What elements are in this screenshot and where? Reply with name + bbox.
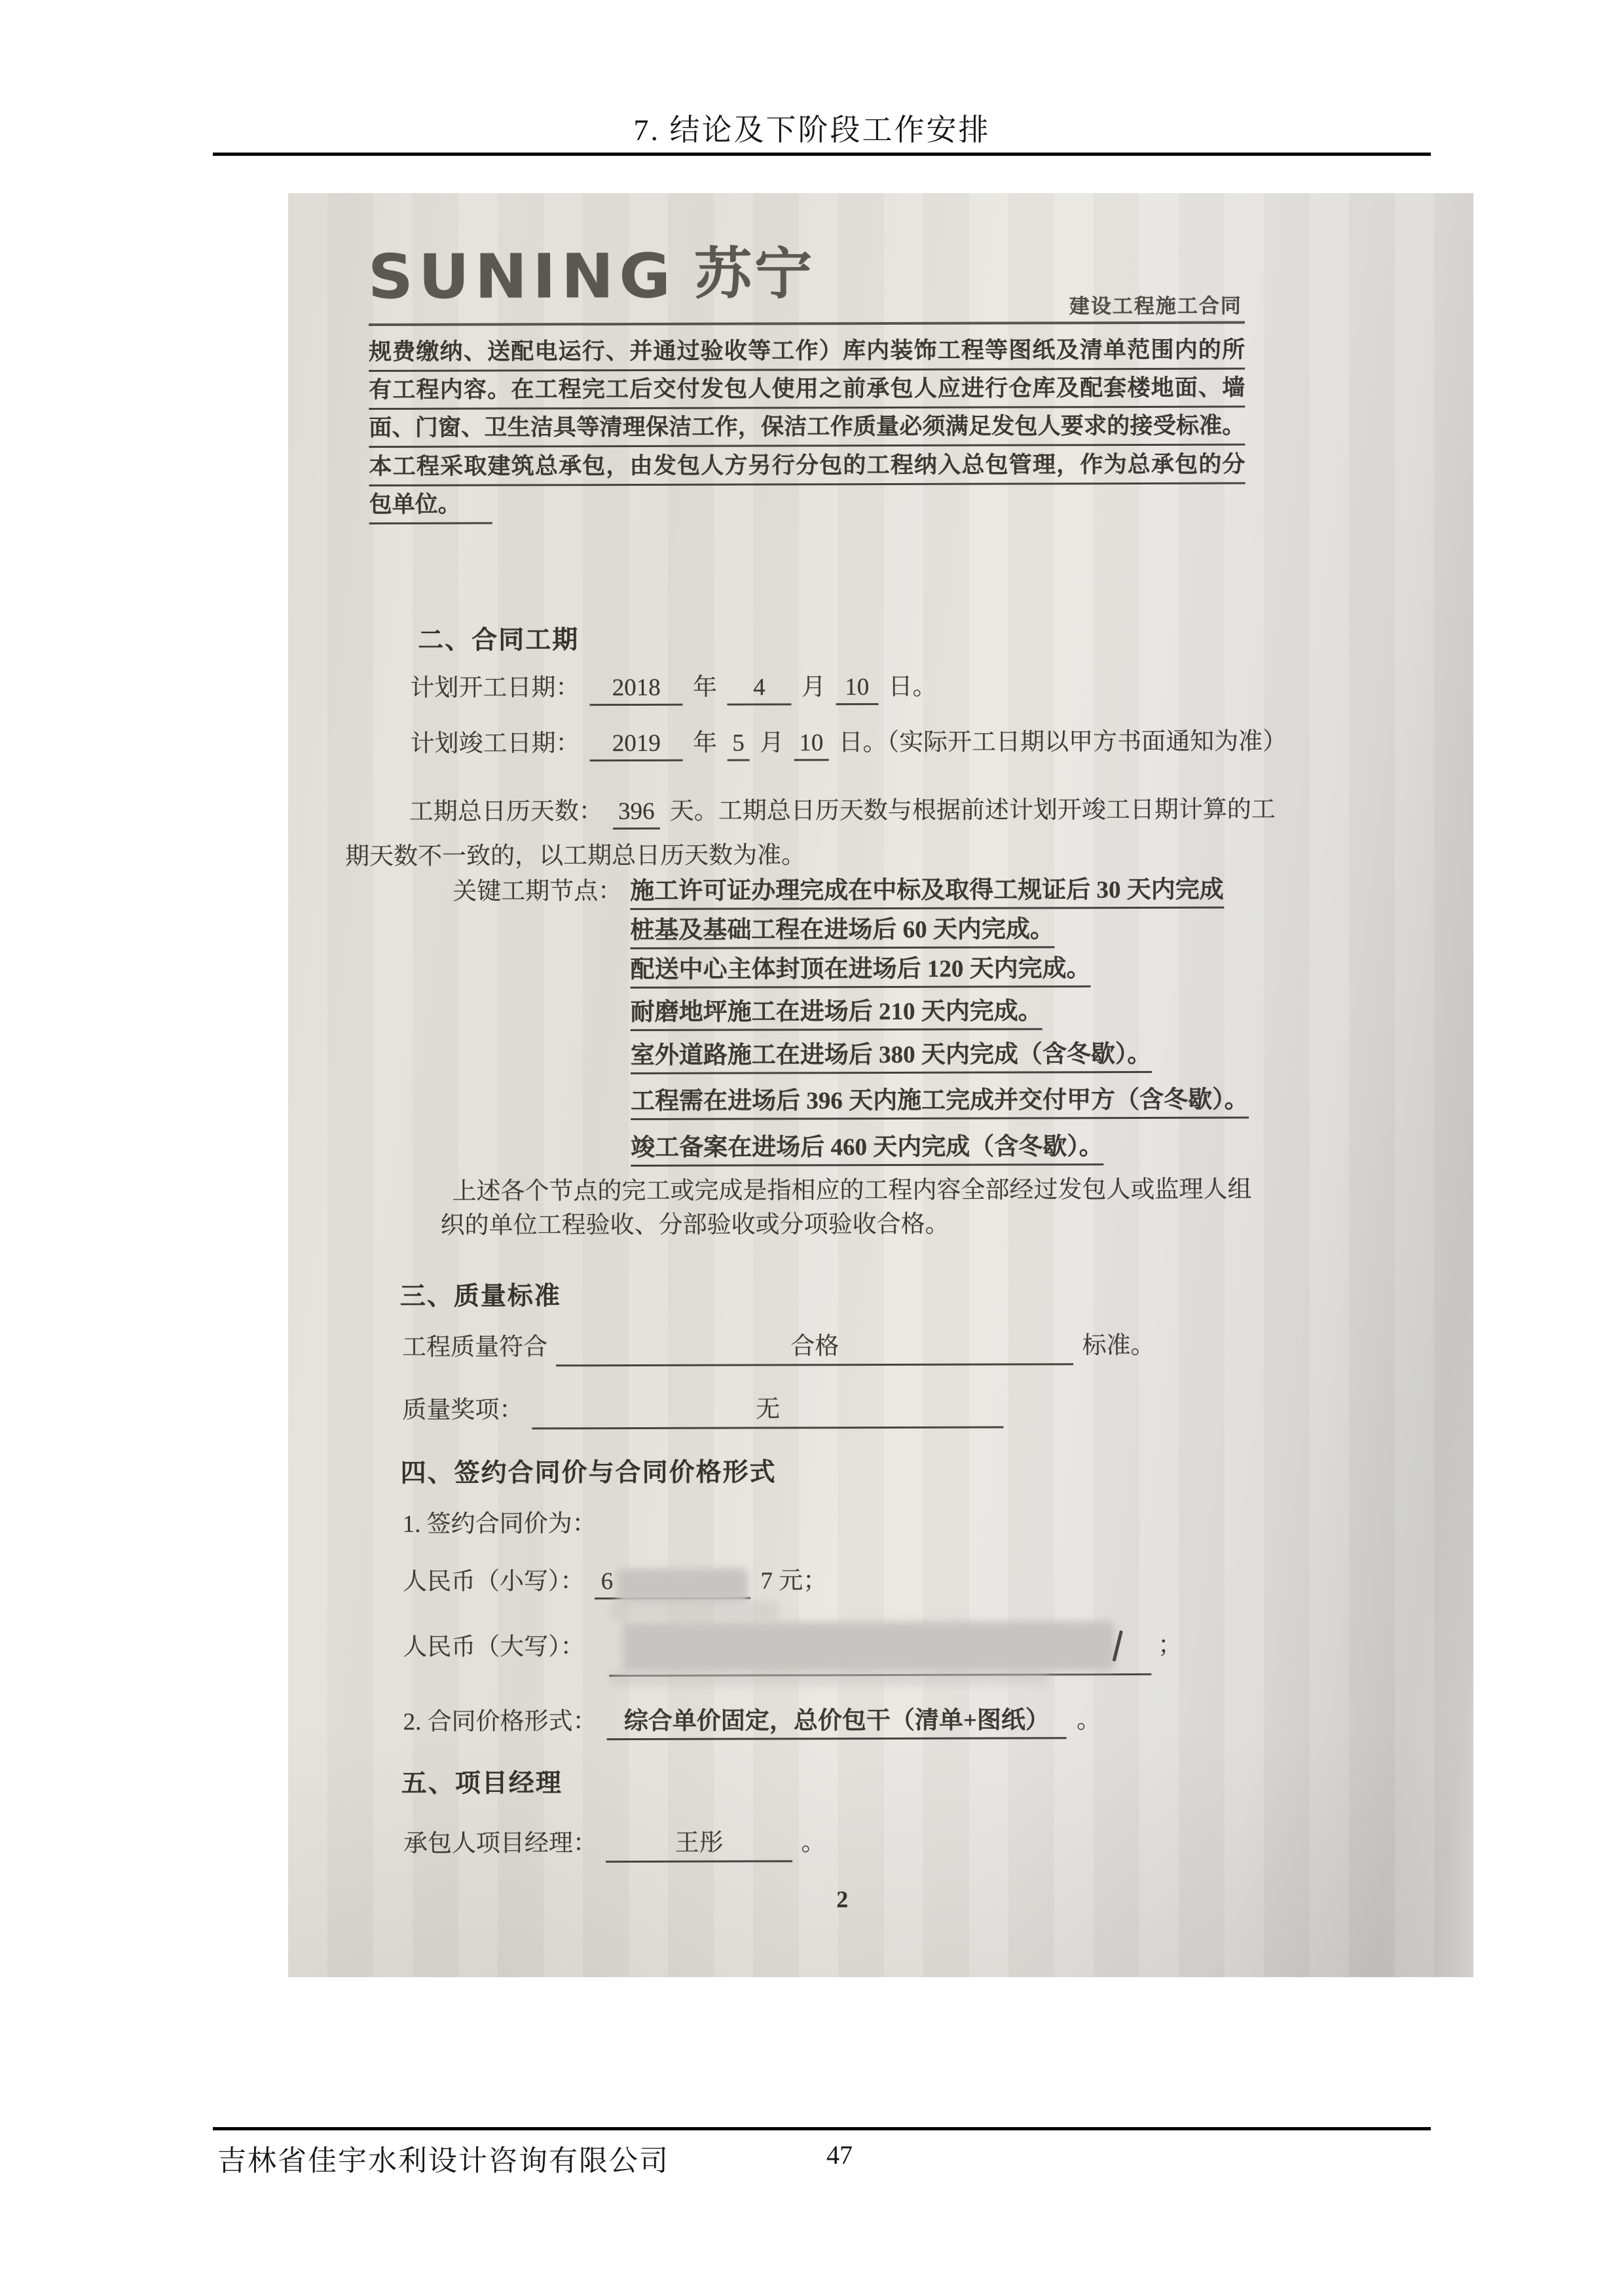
contract-intro-line: 本工程采取建筑总承包，由发包人方另行分包的工程纳入总包管理，作为总承包的分 <box>369 452 1245 486</box>
duration-label: 工期总日历天数： <box>409 798 603 826</box>
milestone-note-line-2: 织的单位工程验收、分部验收或分项验收合格。 <box>440 1211 950 1239</box>
price-form-value: 综合单价固定，总价包干（清单+图纸） <box>607 1707 1067 1740</box>
milestone-item: 工程需在进场后 396 天内施工完成并交付甲方（含冬歇）。 <box>631 1086 1249 1117</box>
amount-small-visible-digits: 6 <box>595 1568 751 1600</box>
amount-small-line <box>403 1567 827 1597</box>
suning-logo-cjk: 苏宁 <box>693 240 815 307</box>
duration-line-2: 期天数不一致的，以工期总日历天数为准。 <box>345 842 806 871</box>
redaction-blur <box>622 1621 1115 1672</box>
page-title: 7. 结论及下阶段工作安排 <box>633 113 991 147</box>
section-5-heading: 五、项目经理 <box>401 1769 563 1798</box>
header-divider <box>213 153 1431 156</box>
contract-intro-line: 有工程内容。在工程完工后交付发包人使用之前承包人应进行仓库及配套楼地面、墙 <box>369 376 1245 410</box>
project-manager-line <box>403 1829 826 1863</box>
award-label: 质量奖项： <box>402 1396 524 1424</box>
amount-big-suffix: ； <box>1158 1631 1183 1659</box>
plan-end-month-unit: 月 <box>760 729 784 757</box>
plan-start-year-unit: 年 <box>692 674 717 701</box>
plan-start-day: 10 <box>836 674 878 705</box>
suning-logo-latin: SUNING <box>367 240 676 313</box>
price-form-suffix: 。 <box>1077 1707 1101 1734</box>
pm-suffix: 。 <box>801 1829 826 1857</box>
plan-end-day: 10 <box>794 729 828 761</box>
plan-start-year: 2018 <box>590 674 683 706</box>
milestone-item: 耐磨地坪施工在进场后 210 天内完成。 <box>631 997 1043 1027</box>
quality-award-line <box>402 1395 1006 1430</box>
milestone-item: 室外道路施工在进场后 380 天内完成（含冬歇）。 <box>631 1040 1152 1070</box>
quality-standard-line <box>402 1332 1155 1367</box>
footer-page-number: 47 <box>826 2140 853 2170</box>
plan-end-date-line <box>411 727 1287 759</box>
pm-label: 承包人项目经理： <box>403 1830 598 1857</box>
plan-start-date-line <box>410 673 936 703</box>
price-form-label: 2. 合同价格形式： <box>403 1708 597 1736</box>
section-3-heading: 三、质量标准 <box>399 1282 561 1311</box>
plan-start-month-unit: 月 <box>801 674 826 701</box>
milestone-item: 桩基及基础工程在进场后 60 天内完成。 <box>630 915 1054 945</box>
price-intro-line: 1. 签约合同价为： <box>402 1510 597 1538</box>
amount-big-line <box>403 1633 585 1662</box>
contract-intro-line: 包单位。 <box>369 492 492 524</box>
milestone-note-line-1: 上述各个节点的完工或完成是指相应的工程内容全部经过发包人或监理人组 <box>452 1176 1252 1205</box>
scanned-contract-page <box>288 193 1473 1977</box>
quality-label: 工程质量符合 <box>401 1334 548 1361</box>
plan-start-day-unit: 日。 <box>888 673 937 701</box>
milestone-item: 竣工备案在进场后 460 天内完成（含冬歇）。 <box>631 1133 1103 1163</box>
plan-end-label: 计划竣工日期： <box>410 730 580 757</box>
plan-end-day-unit: 日。（实际开工日期以甲方书面通知为准） <box>838 728 1287 757</box>
section-2-heading: 二、合同工期 <box>418 626 580 655</box>
milestone-label: 关键工期节点： <box>452 878 623 905</box>
doc-type-label: 建设工程施工合同 <box>1069 294 1242 318</box>
amount-small-suffix: 7 元； <box>760 1567 828 1595</box>
plan-start-month: 4 <box>727 674 792 705</box>
milestone-item: 施工许可证办理完成在中标及取得工规证后 30 天内完成 <box>630 876 1224 907</box>
footer-divider <box>213 2127 1431 2130</box>
amount-small-label: 人民币（小写）： <box>402 1568 585 1595</box>
quality-suffix: 标准。 <box>1082 1332 1155 1360</box>
duration-line-1 <box>409 795 1276 827</box>
amount-big-label: 人民币（大写）： <box>403 1633 585 1661</box>
award-value: 无 <box>532 1395 1003 1430</box>
contract-intro-line: 面、门窗、卫生洁具等清理保洁工作，保洁工作质量必须满足发包人要求的接受标准。 <box>369 414 1245 448</box>
redaction-blur <box>617 1569 748 1603</box>
plan-end-month: 5 <box>727 730 750 761</box>
scan-page-number: 2 <box>836 1886 849 1913</box>
price-form-line <box>403 1706 1101 1737</box>
duration-days: 396 <box>613 798 660 829</box>
redaction-blur <box>609 1669 1049 1686</box>
plan-end-year-unit: 年 <box>693 729 718 757</box>
contract-intro-line: 规费缴纳、送配电运行、并通过验收等工作）库内装饰工程等图纸及清单范围内的所 <box>369 338 1245 372</box>
duration-rest: 天。工期总日历天数与根据前述计划开竣工日期计算的工 <box>669 796 1276 825</box>
plan-start-label: 计划开工日期： <box>410 674 580 702</box>
section-4-heading: 四、签约合同价与合同价格形式 <box>400 1458 777 1487</box>
pm-value: 王彤 <box>606 1829 792 1863</box>
logo-divider <box>369 321 1245 327</box>
redaction-blur <box>609 1601 779 1621</box>
footer-company-name: 吉林省佳宇水利设计咨询有限公司 <box>217 2145 669 2177</box>
quality-value: 合格 <box>556 1332 1073 1366</box>
plan-end-year: 2019 <box>590 730 683 761</box>
milestone-item: 配送中心主体封顶在进场后 120 天内完成。 <box>630 955 1090 985</box>
suning-logo <box>367 240 815 313</box>
